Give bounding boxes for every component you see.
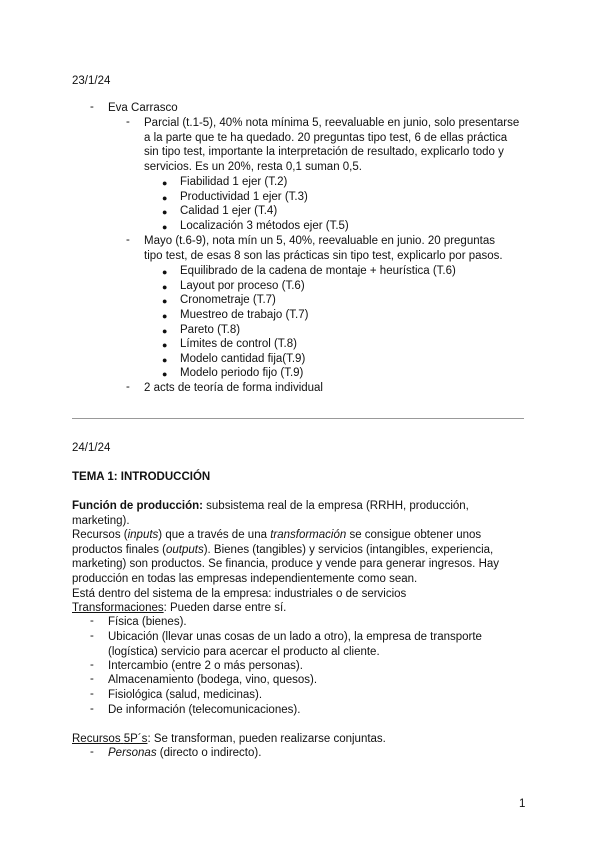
date-1: 23/1/24 [72,75,111,87]
transformaciones-intro: : Pueden darse entre sí. [163,602,287,614]
mayo-topic: Modelo periodo fijo (T.9) [180,367,304,379]
bullet-dot: ● [162,207,168,217]
italic-term: transformación [270,529,347,542]
horizontal-divider [72,418,524,419]
mayo-topic: Cronometraje (T.7) [180,294,276,306]
dash-bullet: - [126,234,130,246]
dash-bullet: - [126,381,130,393]
recursos-heading [72,732,386,747]
personas-text: (directo o indirecto). [156,747,262,759]
transformaciones-heading [72,601,286,616]
bullet-dot: ● [162,340,168,350]
parcial-topic: Calidad 1 ejer (T.4) [180,205,278,217]
bullet-dot: ● [162,193,168,203]
dash-bullet: - [90,673,94,685]
sistema-text: Está dentro del sistema de la empresa: industriales o de servicios [72,587,407,600]
recursos-5ps-label: 5P´s [123,733,148,745]
teacher-name: Eva Carrasco [108,102,178,114]
bullet-dot: ● [162,222,168,232]
text-run: se consigue obtener unos productos finales ( [72,529,482,556]
parcial-text: Parcial (t.1-5), 40% nota mínima 5, reevaluable en junio, solo presentarse a la parte que te ha quedado. 20 preguntas tipo test, 6 de ellas práctica sin tipo test, importante la interpretación de resultado, explicarlo todo y servicios. Es un 20%, resta 0,1 suman 0,5. [144,117,520,173]
dash-bullet: - [90,101,94,113]
bullet-dot: ● [162,369,168,379]
mayo-topic: Límites de control (T.8) [180,338,297,350]
mayo-topic: Equilibrado de la cadena de montaje + heurística (T.6) [180,265,456,277]
bullet-dot: ● [162,311,168,321]
bullet-dot: ● [162,178,168,188]
transformacion-item: Física (bienes). [108,616,187,628]
transformacion-item: Fisiológica (salud, medicinas). [108,689,263,701]
parcial-topic: Fiabilidad 1 ejer (T.2) [180,176,288,188]
mayo-topic: Modelo cantidad fija(T.9) [180,353,306,365]
dash-bullet: - [90,630,94,642]
bullet-dot: ● [162,267,168,277]
italic-term: inputs [127,529,159,542]
section-title: TEMA 1: INTRODUCCIÓN [72,471,211,483]
recursos-intro: : Se transforman, pueden realizarse conjuntas. [147,733,386,745]
funcion-paragraph [72,499,524,601]
text-run: ). Bienes (tangibles) y servicios (intangibles, experiencia, marketing) son productos. Se financia, produce y vende para generar ingresos. Hay producción en todas las empresas independientemente como sean. [72,543,500,585]
personas-term: Personas [108,747,157,759]
mayo-text: Mayo (t.6-9), nota mín un 5, 40%, reevaluable en junio. 20 preguntas tipo test, de esas 8 son las prácticas sin tipo test, explicarlo por pasos. [144,235,503,262]
text-run: ) que a través de una [158,529,271,542]
transformacion-item: De información (telecomunicaciones). [108,704,301,716]
bullet-dot: ● [162,326,168,336]
parcial-topic: Productividad 1 ejer (T.3) [180,191,308,203]
italic-term: outputs [165,543,204,556]
mayo-topic: Pareto (T.8) [180,324,241,336]
dash-bullet: - [126,116,130,128]
recursos-label: Recursos [72,733,121,745]
personas-item [108,746,261,761]
dash-bullet: - [90,615,94,627]
dash-bullet: - [90,688,94,700]
transformacion-item: Almacenamiento (bodega, vino, quesos). [108,674,318,686]
mayo-topic: Layout por proceso (T.6) [180,280,305,292]
bullet-dot: ● [162,355,168,365]
transformacion-item: Ubicación (llevar unas cosas de un lado a otro), la empresa de transporte (logística) servicio para acercar el producto al cliente. [108,631,482,658]
parcial-topic: Localización 3 métodos ejer (T.5) [180,220,349,232]
transformaciones-label: Transformaciones [72,602,164,614]
date-2: 24/1/24 [72,442,111,454]
acts-text: 2 acts de teoría de forma individual [144,382,323,394]
bullet-dot: ● [162,296,168,306]
page-number: 1 [519,798,526,810]
dash-bullet: - [90,703,94,715]
bullet-dot: ● [162,282,168,292]
dash-bullet: - [90,659,94,671]
dash-bullet: - [90,746,94,758]
mayo-topic: Muestreo de trabajo (T.7) [180,309,309,321]
transformacion-item: Intercambio (entre 2 o más personas). [108,660,303,672]
funcion-label: Función de producción: [72,500,203,512]
text-run: Recursos ( [72,529,128,542]
funcion-text: subsistema real de la empresa (RRHH, producción, marketing). [72,500,469,527]
